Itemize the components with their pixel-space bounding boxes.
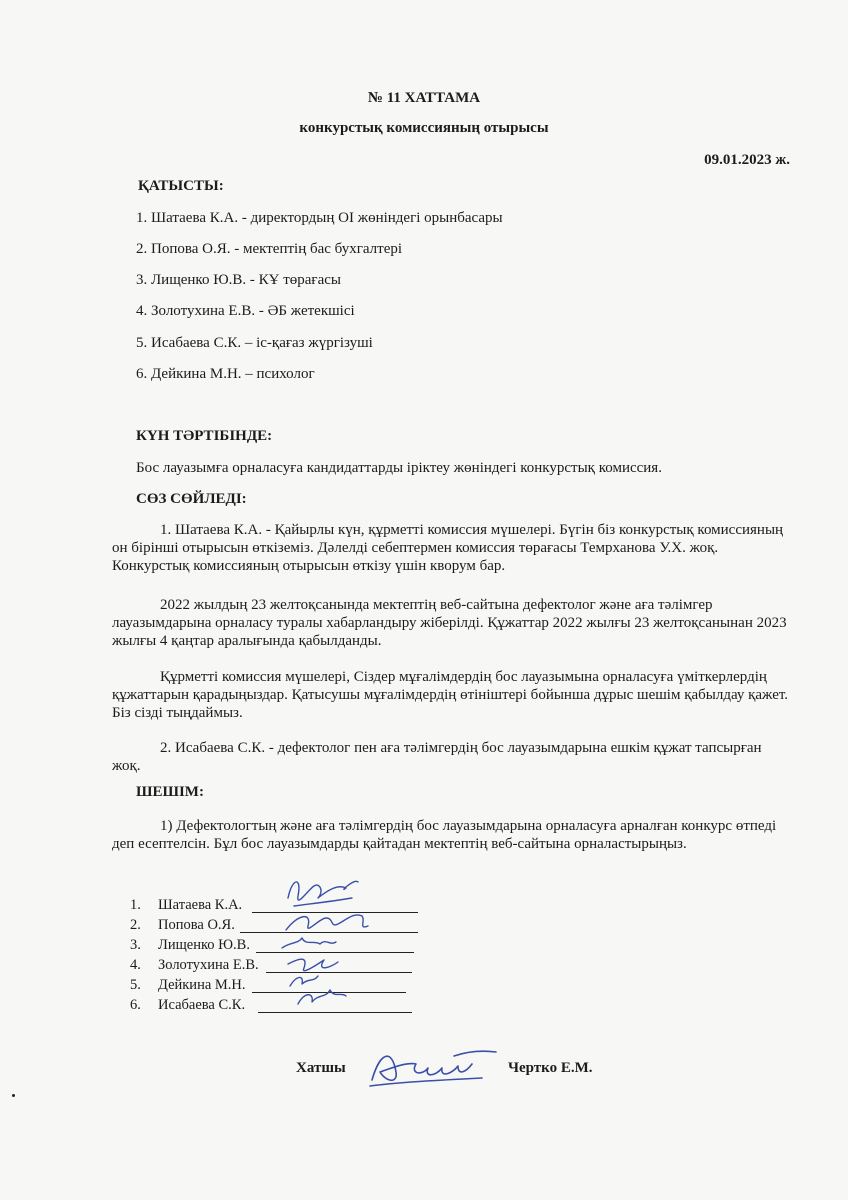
- attendee-item: 5. Исабаева С.К. – іс-қағаз жүргізуші: [136, 335, 373, 351]
- attendee-item: 1. Шатаева К.А. - директордың ОІ жөніндегі орынбасары: [136, 210, 503, 226]
- speech-paragraph: Құрметті комиссия мүшелері, Сіздер мұғалімдердің бос лауазымына орналасуға үміткерлердің құжаттарын қарадыңыздар. Қатысушы мұғалімдердің өтініштері бойынша дұрыс шешім қабылдау қажет. Біз сізді тыңдаймыз.: [112, 669, 789, 721]
- signature-row: [130, 897, 242, 914]
- signature-name: Лищенко Ю.В.: [158, 937, 250, 953]
- signature-number: 5.: [130, 977, 141, 993]
- signature-name: Золотухина Е.В.: [158, 957, 259, 973]
- decision-heading: ШЕШІМ:: [136, 784, 204, 800]
- agenda-heading: КҮН ТӘРТІБІНДЕ:: [136, 428, 273, 444]
- speech-paragraph: 1. Шатаева К.А. - Қайырлы күн, құрметті комиссия мүшелері. Бүгін біз конкурстық комиссияның он бірінші отырысын өткіземіз. Дәлелді себептермен комиссия төрағасы Темрханова У.Х. жоқ. Конкурстық комиссияның отырысын өткізу үшін кворум бар.: [112, 522, 784, 574]
- signature-row: [130, 917, 235, 934]
- signature-number: 3.: [130, 937, 141, 953]
- signature-number: 4.: [130, 957, 141, 973]
- secretary-label: Хатшы: [296, 1060, 346, 1076]
- protocol-date: 09.01.2023 ж.: [704, 152, 790, 168]
- attendee-item: 2. Попова О.Я. - мектептің бас бухгалтері: [136, 241, 403, 257]
- signature-row: [130, 937, 250, 954]
- signature-number: 6.: [130, 997, 141, 1013]
- signature-number: 1.: [130, 897, 141, 913]
- attendees-heading: ҚАТЫСТЫ:: [138, 178, 224, 194]
- signature-name: Дейкина М.Н.: [158, 977, 246, 993]
- agenda-text: Бос лауазымға орналасуға кандидаттарды іріктеу жөніндегі конкурстық комиссия.: [136, 460, 662, 476]
- handwritten-signatures-graphic: [268, 868, 388, 1018]
- signature-row: [130, 957, 259, 974]
- signature-name: Шатаева К.А.: [158, 897, 243, 913]
- speech-paragraph: 2022 жылдың 23 желтоқсанында мектептің веб-сайтына дефектолог және аға тәлімгер лауазымдарына орналасу туралы хабарландыру жіберілді. Құжаттар 2022 жылғы 23 желтоқсанынан 2023 жылғы 4 қаңтар аралығында қабылданды.: [112, 597, 787, 649]
- signature-row: [130, 977, 246, 994]
- signature-name: Попова О.Я.: [158, 917, 235, 933]
- signature-row: [130, 997, 245, 1014]
- speeches-heading: СӨЗ СӨЙЛЕДІ:: [136, 491, 247, 507]
- attendee-item: 6. Дейкина М.Н. – психолог: [136, 366, 315, 382]
- decision-text: 1) Дефектологтың және аға тәлімгердің бос лауазымдарына орналасуға арналған конкурс өтпеді деп есептелсін. Бұл бос лауазымдарды қайтадан мектептің веб-сайтына орналастырыңыз.: [112, 818, 777, 852]
- protocol-subtitle: конкурстық комиссияның отырысы: [299, 120, 549, 136]
- secretary-name: Чертко Е.М.: [508, 1060, 593, 1076]
- attendee-item: 3. Лищенко Ю.В. - КҰ төрағасы: [136, 272, 341, 288]
- page-mark: [12, 1094, 15, 1097]
- speech-paragraph: 2. Исабаева С.К. - дефектолог пен аға тәлімгердің бос лауазымдарына ешкім құжат тапсырған жоқ.: [112, 740, 762, 774]
- signature-number: 2.: [130, 917, 141, 933]
- secretary-signature-graphic: [362, 1042, 502, 1092]
- signature-name: Исабаева С.К.: [158, 997, 246, 1013]
- attendee-item: 4. Золотухина Е.В. - ӘБ жетекшісі: [136, 303, 355, 319]
- protocol-number-title: № 11 ХАТТАМА: [367, 90, 481, 106]
